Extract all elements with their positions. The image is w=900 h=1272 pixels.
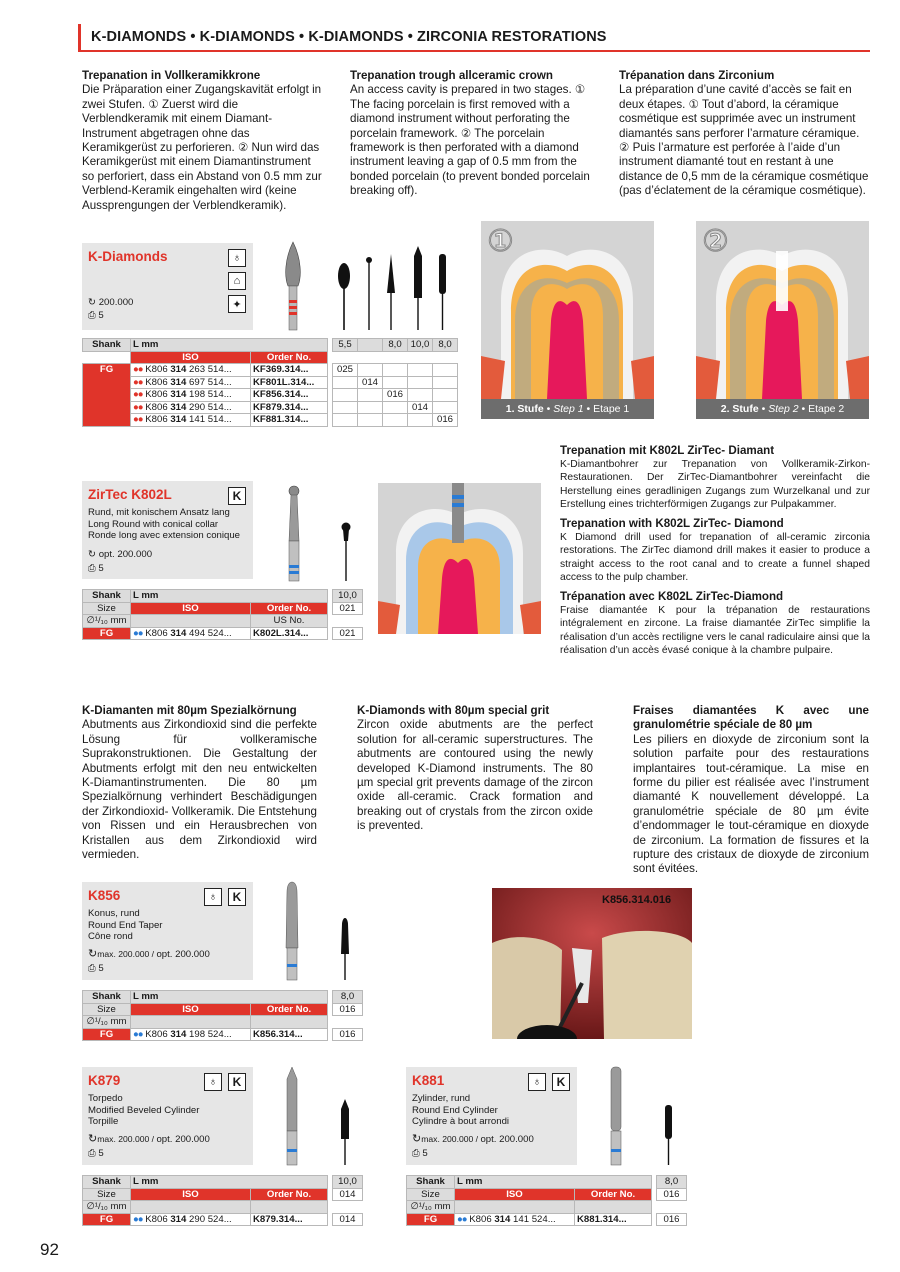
product-name: K-Diamonds (88, 249, 168, 264)
order-cell[interactable]: K879.314... (251, 1213, 328, 1226)
empty-cell (408, 364, 433, 377)
size-cell: 014 (408, 401, 433, 414)
grit-de-title: K-Diamanten mit 80µm Spezialkörnung (82, 704, 297, 717)
size-cell: 014 (333, 1213, 363, 1226)
order-cell[interactable]: KF881.314... (251, 414, 328, 427)
trepanation-en-title: Trepanation trough allceramic crown (350, 69, 553, 82)
table-row (83, 364, 458, 377)
bur-kf369 (338, 263, 350, 330)
step2-en: Step 2 (768, 403, 799, 415)
iso-cell: ●● K806 314 290 524... (131, 1213, 251, 1226)
step2-illustration (696, 221, 869, 399)
step1-fr: Etape 1 (593, 403, 630, 415)
trepanation-de-body: Die Präparation einer Zugangskavität erfolgt in zwei Stufen. ① Zuerst wird die Verblendkeramik mit einem Diamant-Instrument abgetragen ohne das Keramikgerüst zu perforieren. ② Nun wird das Keramikgerüst mit einem Diamantinstrument so perforiert, dass ein Abstand von 0.5 mm zur Verblend-Keramik eingehalten wird (keine Aussprengungen der Verblendkeramik). (82, 83, 322, 212)
fg-label: FG (83, 364, 131, 427)
size-value: 014 (333, 1188, 363, 1201)
crown-icon: ♁ (528, 1073, 546, 1091)
k881-box (406, 1067, 577, 1165)
trepanation-fr-body: La préparation d’une cavité d’accès se fait en deux étapes. ① Tout d’abord, la céramique cosmétique est supprimée avec un instrument diamantés sans perforer l’armature céramique. ② Puis l’armature est perforée à l’aide d’un instrument diamanté tout en restant à une distance de 0,5 mm de la céramique cosmétique (pas d’éclatement de la céramique cosmétique). (619, 83, 869, 198)
speed-value: opt. 200.000 (98, 549, 153, 560)
empty-cell (383, 401, 408, 414)
clinical-photo (492, 888, 692, 1039)
diameter-label: ∅¹/₁₀ mm (83, 1016, 131, 1029)
package-icon: ⎙ (412, 1148, 420, 1159)
pack-row (412, 1148, 428, 1160)
grit-fr (633, 704, 869, 877)
iso-cell: ●● K806 314 263 514... (131, 364, 251, 377)
size-label: Size (83, 602, 131, 615)
diameter-label: ∅¹/₁₀ mm (407, 1201, 455, 1214)
empty-cell (333, 376, 358, 389)
dots-icon: ●● (133, 414, 143, 426)
product-description (88, 1093, 199, 1128)
length-value: 8,0 (333, 991, 363, 1004)
grit-en (357, 704, 593, 834)
size-value: 016 (333, 1003, 363, 1016)
lmm-label: L mm (131, 991, 328, 1004)
length-col-1: 5,5 (333, 339, 358, 352)
empty-cell (433, 376, 458, 389)
rotation-icon: ↻ (412, 1133, 422, 1145)
step1-caption: 1. Stufe • Step 1 • Etape 1 (481, 399, 654, 419)
iso-cell: ●● K806 314 198 524... (131, 1028, 251, 1041)
speed-opt: opt. 200.000 (480, 1134, 534, 1145)
lmm-label: L mm (131, 1176, 328, 1189)
pack-row (88, 310, 104, 322)
zirtec-en-title: Trepanation with K802L ZirTec- Diamond (560, 517, 784, 531)
k-diamond-icon: K (552, 1073, 570, 1091)
speed-value: 200.000 (98, 297, 134, 308)
length-col-3: 8,0 (383, 339, 408, 352)
iso-cell: ●● K806 314 494 524... (131, 627, 251, 640)
grit-fr-body: Les piliers en dioxyde de zirconium sont la solution parfaite pour des restaurations implantaires tout-céramique. La mise en forme du pilier est réalisée avec l’instrument diamanté K nouvellement développé. La granulométrie spéciale de 80 µm évite d’endommager le tout-céramique en dioxyde de zirconium. La formation de fissures et la rupture des cristaux de dioxyde de zirconium sont évitées. (633, 732, 869, 876)
order-cell[interactable]: K802L.314... (251, 627, 328, 640)
desc-en: Round End Taper (88, 919, 163, 931)
size-cell: 016 (433, 414, 458, 427)
trepanation-de (82, 69, 326, 213)
shank-label: Shank (83, 590, 131, 603)
speed-row (88, 1133, 210, 1146)
speed-max: max. 200.000 / (421, 1134, 481, 1144)
pack-row (88, 563, 104, 575)
order-cell[interactable]: KF801L.314... (251, 376, 328, 389)
k-diamond-icon: K (228, 888, 246, 906)
empty-cell (358, 364, 383, 377)
kdiamonds-burs-illustration (270, 238, 460, 338)
k879-spec-table (82, 1175, 363, 1226)
fg-label: FG (83, 1213, 131, 1226)
speed-row (88, 549, 152, 561)
zirtec-bur-illustration (270, 481, 370, 585)
empty-cell (358, 414, 383, 427)
size-cell: 021 (333, 627, 363, 640)
zirtec-spec-table (82, 589, 363, 640)
iso-label: ISO (131, 1188, 251, 1201)
desc-de: Konus, rund (88, 908, 140, 919)
trepanation-de-title: Trepanation in Vollkeramikkrone (82, 69, 261, 82)
zirtec-fr-title: Trépanation avec K802L ZirTec-Diamond (560, 590, 784, 604)
order-cell[interactable]: KF879.314... (251, 401, 328, 414)
bur-flame-large (286, 242, 301, 330)
step2-fr: Etape 2 (808, 403, 845, 415)
empty-cell (383, 414, 408, 427)
pack-value: 5 (98, 310, 104, 321)
iso-cell: ●● K806 314 697 514... (131, 376, 251, 389)
empty-cell (333, 389, 358, 402)
trepanation-en (350, 69, 600, 199)
size-cell: 014 (358, 376, 383, 389)
rotation-icon: ↻ (88, 948, 98, 960)
speed-row (88, 948, 210, 961)
length-col-4: 10,0 (408, 339, 433, 352)
size-cell: 025 (333, 364, 358, 377)
rotation-icon: ↻ (88, 297, 97, 308)
size-label: Size (83, 1003, 131, 1016)
trepanation-fr-title: Trépanation dans Zirconium (619, 69, 775, 82)
grit-en-title: K-Diamonds with 80µm special grit (357, 704, 550, 717)
page-header (78, 24, 870, 52)
order-label: Order No. (251, 351, 328, 364)
photo-label: K856.314.016 (602, 894, 672, 906)
zirtec-text (560, 444, 870, 657)
crown-icon: ♁ (204, 888, 222, 906)
table-row (83, 401, 458, 414)
k881-bur-illustration (594, 1065, 684, 1169)
shank-label: Shank (407, 1176, 455, 1189)
k879-box (82, 1067, 253, 1165)
grit-de (82, 704, 317, 862)
table-row (83, 389, 458, 402)
diamond-grit-icon: ✦ (228, 295, 246, 313)
iso-label: ISO (131, 351, 251, 364)
empty-cell (408, 376, 433, 389)
length-value: 8,0 (657, 1176, 687, 1189)
empty-cell (358, 389, 383, 402)
package-icon: ⎙ (88, 310, 96, 321)
order-cell[interactable]: KF856.314... (251, 389, 328, 402)
desc-fr: Torpille (88, 1116, 119, 1127)
empty-cell (433, 364, 458, 377)
k856-spec-table (82, 990, 363, 1041)
iso-cell: ●● K806 314 290 514... (131, 401, 251, 414)
product-name: K879 (88, 1073, 121, 1088)
order-label: Order No. (575, 1188, 652, 1201)
desc-de: Torpedo (88, 1093, 123, 1104)
us-no-label: US No. (251, 615, 328, 628)
product-name: K856 (88, 888, 121, 903)
lmm-label: L mm (131, 339, 328, 352)
step1-number: ① (487, 225, 514, 258)
desc-en: Long Round with conical collar (88, 518, 219, 530)
order-cell[interactable]: K881.314... (575, 1213, 652, 1226)
bur-zirtec-silhouette (342, 523, 351, 582)
iso-label: ISO (455, 1188, 575, 1201)
product-description (412, 1093, 509, 1128)
rotation-icon: ↻ (88, 549, 97, 560)
zirtec-tooth-illustration (378, 483, 541, 634)
bur-zirtec-photo (289, 486, 299, 581)
step1-de: 1. Stufe (505, 403, 544, 415)
empty-cell (408, 389, 433, 402)
bur-kf879 (414, 246, 422, 330)
order-cell[interactable]: K856.314... (251, 1028, 328, 1041)
diameter-label: ∅¹/₁₀ mm (83, 1201, 131, 1214)
empty-cell (383, 376, 408, 389)
iso-cell: ●● K806 314 141 524... (455, 1213, 575, 1226)
product-name: ZirTec K802L (88, 487, 172, 502)
kdiamonds-spec-table (82, 338, 458, 427)
pack-row (88, 1148, 104, 1160)
package-icon: ⎙ (88, 563, 96, 574)
package-icon: ⎙ (88, 1148, 96, 1159)
order-cell[interactable]: KF369.314... (251, 364, 328, 377)
product-description (88, 507, 240, 542)
desc-de: Zylinder, rund (412, 1093, 471, 1104)
package-icon: ⎙ (88, 963, 96, 974)
bur-kf801l (366, 257, 372, 330)
step2-number: ② (702, 225, 729, 258)
diameter-label: ∅¹/₁₀ mm (83, 615, 131, 628)
empty-cell (358, 401, 383, 414)
dots-icon: ●● (457, 1213, 467, 1225)
fg-label: FG (407, 1213, 455, 1226)
product-name: K881 (412, 1073, 445, 1088)
zirtec-en-body: K Diamond drill used for trepanation of all-ceramic zirconia restorations. The ZirTec diamond drill makes it easier to produce a straight access to the root canal and to create a funnel shaped access to the pulp chamber. (560, 532, 870, 583)
size-cell: 016 (657, 1213, 687, 1226)
size-cell: 016 (333, 1028, 363, 1041)
k856-bur-illustration (270, 880, 360, 984)
iso-cell: ●● K806 314 198 514... (131, 389, 251, 402)
speed-row (412, 1133, 534, 1146)
header-title: K-DIAMONDS • K-DIAMONDS • K-DIAMONDS • ZIRCONIA RESTORATIONS (91, 29, 607, 45)
step1-en: Step 1 (553, 403, 584, 415)
dots-icon: ●● (133, 1028, 143, 1040)
clinical-photo-drawing (492, 888, 692, 1039)
bur-kf856 (387, 254, 395, 330)
crown-icon: ♁ (204, 1073, 222, 1091)
order-label: Order No. (251, 602, 328, 615)
fg-label: FG (83, 627, 131, 640)
length-value: 10,0 (333, 590, 363, 603)
size-label: Size (83, 1188, 131, 1201)
desc-fr: Ronde long avec extension conique (88, 530, 241, 541)
order-label: Order No. (251, 1188, 328, 1201)
iso-label: ISO (131, 602, 251, 615)
shank-label: Shank (83, 991, 131, 1004)
pack-value: 5 (422, 1148, 428, 1159)
length-col-2 (358, 339, 383, 352)
length-col-5: 8,0 (433, 339, 458, 352)
length-value: 10,0 (333, 1176, 363, 1189)
size-cell: 016 (383, 389, 408, 402)
product-description (88, 908, 163, 943)
lmm-label: L mm (455, 1176, 652, 1189)
zirtec-box (82, 481, 253, 579)
grit-en-body: Zircon oxide abutments are the perfect solution for all-ceramic superstructures. The abutments are contoured using the newly developed K-Diamond instruments. The 80 µm special grit prevents damage of the zircon oxide all-ceramic. Crack formation and breaking out of crystals from the zircon oxide is prevented. (357, 718, 593, 833)
pack-value: 5 (98, 1148, 104, 1159)
empty-cell (433, 401, 458, 414)
bur-kf881 (439, 254, 446, 330)
dots-icon: ●● (133, 1213, 143, 1225)
k856-box (82, 882, 253, 980)
step1-illustration (481, 221, 654, 399)
page-number: 92 (40, 1240, 59, 1259)
speed-max: max. 200.000 / (97, 1134, 157, 1144)
empty-cell (383, 364, 408, 377)
speed-max: max. 200.000 / (97, 949, 157, 959)
k-diamond-icon: K (228, 487, 246, 505)
crown-icon: ♁ (228, 249, 246, 267)
speed-row (88, 297, 133, 309)
empty-cell (333, 401, 358, 414)
k-diamond-icon: K (228, 1073, 246, 1091)
grit-de-body: Abutments aus Zirkondioxid sind die perfekte Lösung für vollkeramische Suprakonstruktionen. Die Gestaltung der Abutments erfolgt mit den neu entwickelten K-Diamantinstrumenten. Die 80 µm Spezialkörnung verhindert Beschädigungen der Zirkondioxid- Vollkeramik. Die Entstehung von Rissen und ein Herausbrechen von Kristallen aus dem Zirkondioxid wird vermieden. (82, 718, 317, 862)
trepanation-en-body: An access cavity is prepared in two stages. ① The facing porcelain is first removed with a diamond instrument without perforating the porcelain framework. ② The porcelain framework is then perforated with a diamond instrument leaving a gap of 0.5 mm from the bonded porcelain (to prevent bonded porcelain breaking off). (350, 83, 590, 198)
shank-label: Shank (83, 339, 131, 352)
table-row (83, 376, 458, 389)
desc-de: Rund, mit konischem Ansatz lang (88, 507, 230, 518)
step2-caption: 2. Stufe • Step 2 • Etape 2 (696, 399, 869, 419)
dots-icon: ●● (133, 401, 143, 413)
kdiamonds-box (82, 243, 253, 330)
size-value: 021 (333, 602, 363, 615)
lmm-label: L mm (131, 590, 328, 603)
iso-label: ISO (131, 1003, 251, 1016)
empty-cell (433, 389, 458, 402)
grit-fr-title: Fraises diamantées K avec une granulométrie spéciale de 80 µm (633, 704, 869, 732)
desc-fr: Cylindre à bout arrondi (412, 1116, 510, 1127)
pack-value: 5 (98, 563, 104, 574)
fg-label: FG (83, 1028, 131, 1041)
rotation-icon: ↻ (88, 1133, 98, 1145)
trepanation-fr (619, 69, 871, 199)
zirtec-de-title: Trepanation mit K802L ZirTec- Diamant (560, 444, 775, 457)
size-label: Size (407, 1188, 455, 1201)
dots-icon: ●● (133, 376, 143, 388)
desc-en: Modified Beveled Cylinder (88, 1104, 200, 1116)
iso-cell: ●● K806 314 141 514... (131, 414, 251, 427)
dots-icon: ●● (133, 627, 143, 639)
order-label: Order No. (251, 1003, 328, 1016)
size-value: 016 (657, 1188, 687, 1201)
table-row (83, 414, 458, 427)
empty-cell (333, 414, 358, 427)
shank-label: Shank (83, 1176, 131, 1189)
desc-fr: Cône rond (88, 931, 133, 942)
desc-en: Round End Cylinder (412, 1104, 498, 1116)
k881-spec-table (406, 1175, 687, 1226)
dots-icon: ●● (133, 389, 143, 401)
empty-cell (408, 414, 433, 427)
pack-value: 5 (98, 963, 104, 974)
dots-icon: ●● (133, 364, 143, 376)
pack-row (88, 963, 104, 975)
zirtec-de-body: K-Diamantbohrer zur Trepanation von Vollkeramik-Zirkon-Restaurationen. Der ZirTec-Diamantbohrer vereinfacht die Herstellung eines geradlinigen Zugangs zum Wurzelkanal und zur Erstellung eines trichterförmigen Zugangs zur Pulpakammer. (560, 459, 870, 510)
zirtec-fr-body: Fraise diamantée K pour la trépanation de restaurations intégralement en zircone. La fraise diamantée ZirTec simplifie la réalisation d’un accès rectiligne vers le canal radiculaire ainsi que la réalisation d’un accès évasé conique à la chambre pulpaire. (560, 605, 870, 656)
k879-bur-illustration (270, 1065, 360, 1169)
ceramic-icon: ⌂ (228, 272, 246, 290)
speed-opt: opt. 200.000 (156, 1134, 210, 1145)
speed-opt: opt. 200.000 (156, 949, 210, 960)
step2-de: 2. Stufe (720, 403, 759, 415)
